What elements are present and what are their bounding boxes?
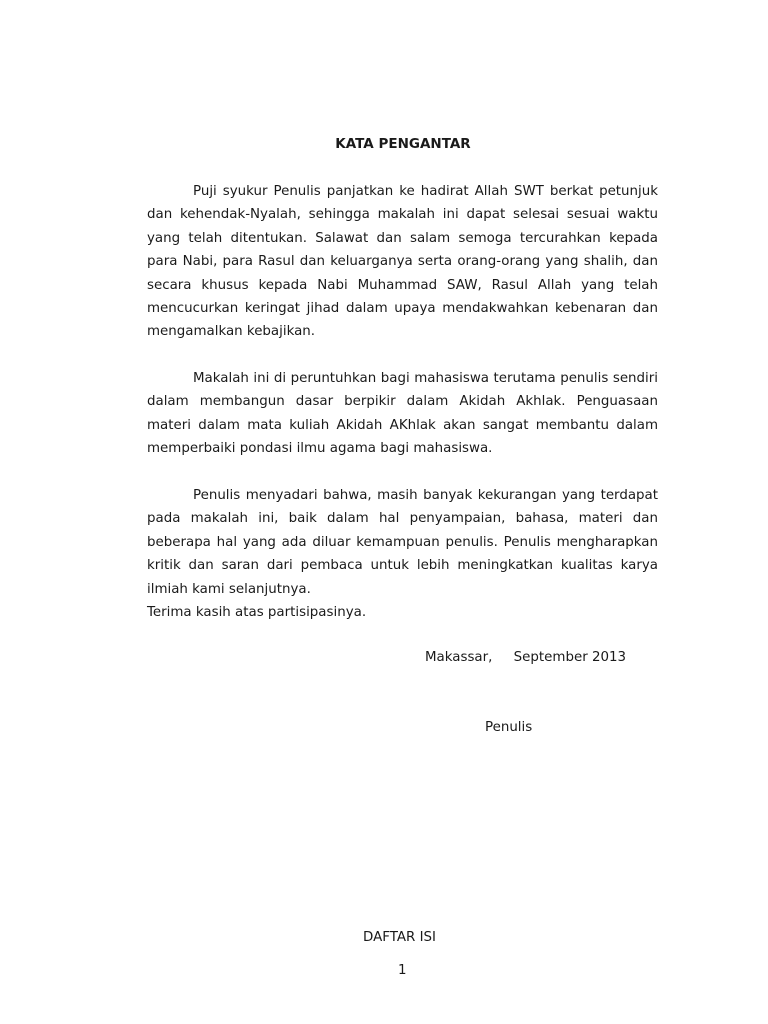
paragraph-3: Penulis menyadari bahwa, masih banyak kekurangan yang terdapat pada makalah ini, baik dalam hal penyampaian, bahasa, materi dan beberapa hal yang ada diluar kemampuan penulis. Penulis mengharapkan kritik dan saran dari pembaca untuk lebih meningkatkan kualitas karya ilmiah kami selanjutnya.: [147, 488, 658, 597]
paragraph-1: Puji syukur Penulis panjatkan ke hadirat Allah SWT berkat petunjuk dan kehendak-Nyalah, sehingga makalah ini dapat selesai sesuai waktu yang telah ditentukan. Salawat dan salam semoga tercurahkan kepada para Nabi, para Rasul dan keluarganya serta orang-orang yang shalih, dan secara khusus kepada Nabi Muhammad SAW, Rasul Allah yang telah mencucurkan keringat jihad dalam upaya mendakwahkan kebenaran dan mengamalkan kebajikan.: [147, 184, 658, 340]
paragraph-1-block: [147, 180, 658, 344]
paragraph-3-block: [147, 484, 658, 624]
closing-line: Terima kasih atas partisipasinya.: [147, 605, 367, 621]
place-date: Makassar, September 2013: [425, 650, 627, 665]
page-number: 1: [398, 963, 407, 978]
page-title: KATA PENGANTAR: [335, 136, 471, 152]
signer-name: Penulis: [485, 720, 533, 735]
next-section-heading: DAFTAR ISI: [363, 930, 436, 945]
paragraph-2-block: [147, 367, 658, 461]
paragraph-2: Makalah ini di peruntuhkan bagi mahasiswa terutama penulis sendiri dalam membangun dasar berpikir dalam Akidah Akhlak. Penguasaan materi dalam mata kuliah Akidah AKhlak akan sangat membantu dalam memperbaiki pondasi ilmu agama bagi mahasiswa.: [147, 371, 658, 457]
